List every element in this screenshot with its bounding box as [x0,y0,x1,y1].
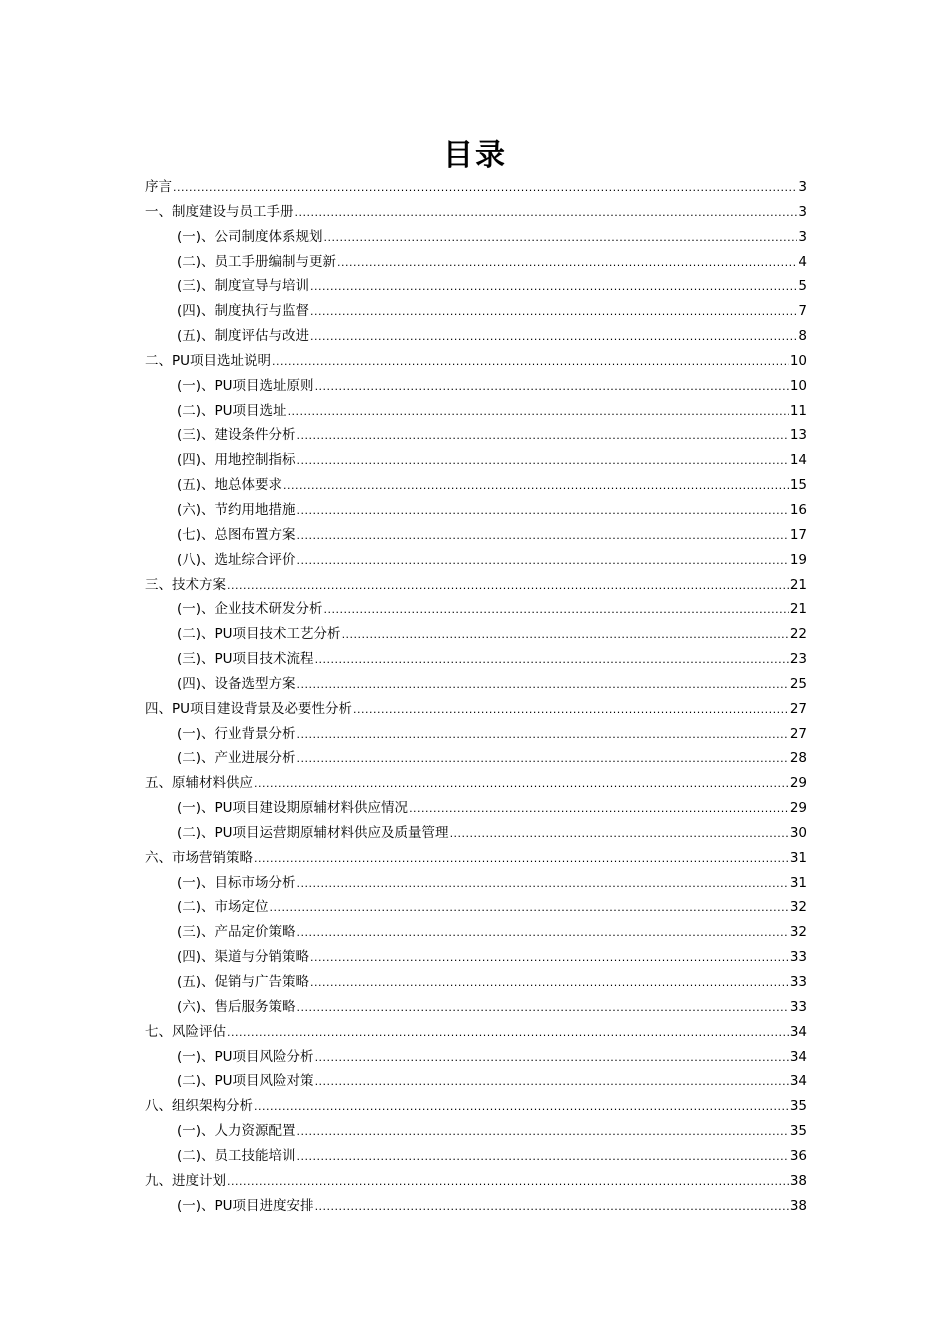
page-title: 目录 [443,138,507,173]
toc-subsection-entry[interactable] [145,622,807,647]
toc-page-number: 3 [798,203,807,220]
toc-page-number: 27 [789,700,807,717]
toc-subsection-entry[interactable] [145,423,807,448]
toc-entry-label: 八、组织架构分析 [145,1098,253,1115]
toc-subsection-entry[interactable] [145,225,807,250]
toc-dot-leader [450,822,789,847]
toc-dot-leader [315,648,789,673]
toc-page-number: 14 [789,452,807,469]
toc-dot-leader [297,921,789,946]
toc-entry-label: (一)、PU项目选址原则 [177,377,314,394]
toc-section-entry[interactable] [145,697,807,722]
toc-page-number: 32 [789,924,807,941]
toc-entry-label: 四、PU项目建设背景及必要性分析 [145,700,353,717]
toc-subsection-entry[interactable] [145,1069,807,1094]
toc-section-entry[interactable] [145,771,807,796]
toc-subsection-entry[interactable] [145,1045,807,1070]
toc-subsection-entry[interactable] [145,324,807,349]
toc-dot-leader [297,449,789,474]
toc-dot-leader [310,325,797,350]
table-of-contents [145,175,807,1218]
toc-dot-leader [315,375,789,400]
toc-page-number: 10 [789,352,807,369]
toc-entry-label: (一)、企业技术研发分析 [177,601,323,618]
toc-page-number: 21 [789,576,807,593]
toc-dot-leader [315,1195,789,1220]
toc-subsection-entry[interactable] [145,672,807,697]
toc-page-number: 7 [798,303,807,320]
toc-entry-label: 七、风险评估 [145,1023,226,1040]
toc-dot-leader [297,723,789,748]
toc-subsection-entry[interactable] [145,647,807,672]
toc-subsection-entry[interactable] [145,498,807,523]
toc-page-number: 34 [789,1073,807,1090]
toc-page-number: 36 [789,1147,807,1164]
toc-dot-leader [297,996,789,1021]
toc-entry-label: (六)、节约用地措施 [177,501,296,518]
toc-subsection-entry[interactable] [145,1194,807,1219]
toc-page-number: 21 [789,601,807,618]
toc-entry-label: (二)、产业进展分析 [177,750,296,767]
toc-subsection-entry[interactable] [145,597,807,622]
toc-dot-leader [315,1046,789,1071]
toc-entry-label: 五、原辅材料供应 [145,775,253,792]
toc-subsection-entry[interactable] [145,374,807,399]
toc-entry-label: (三)、产品定价策略 [177,924,296,941]
toc-page-number: 3 [798,228,807,245]
toc-subsection-entry[interactable] [145,548,807,573]
toc-dot-leader [297,524,789,549]
toc-dot-leader [297,1145,789,1170]
toc-page-number: 4 [798,253,807,270]
toc-dot-leader [254,847,789,872]
toc-dot-leader [227,1170,789,1195]
toc-subsection-entry[interactable] [145,871,807,896]
toc-entry-label: (三)、制度宣导与培训 [177,278,310,295]
toc-dot-leader [288,400,789,425]
toc-subsection-entry[interactable] [145,945,807,970]
toc-subsection-entry[interactable] [145,995,807,1020]
toc-dot-leader [310,946,789,971]
toc-subsection-entry[interactable] [145,250,807,275]
toc-dot-leader [310,971,789,996]
toc-section-entry[interactable] [145,1094,807,1119]
toc-subsection-entry[interactable] [145,399,807,424]
toc-entry-label: (一)、人力资源配置 [177,1123,296,1140]
toc-entry-label: (四)、制度执行与监督 [177,303,310,320]
toc-subsection-entry[interactable] [145,722,807,747]
toc-dot-leader [409,797,789,822]
toc-page-number: 3 [798,179,807,195]
toc-entry-label: (一)、目标市场分析 [177,874,296,891]
toc-dot-leader [315,1070,789,1095]
toc-dot-leader [173,176,797,201]
toc-page-number: 29 [789,800,807,817]
toc-subsection-entry[interactable] [145,746,807,771]
toc-dot-leader [297,499,789,524]
toc-dot-leader [297,1120,789,1145]
toc-subsection-entry[interactable] [145,448,807,473]
toc-page-number: 33 [789,998,807,1015]
toc-page-number: 35 [789,1098,807,1115]
toc-dot-leader [297,549,789,574]
toc-subsection-entry[interactable] [145,473,807,498]
toc-entry-label: (二)、员工技能培训 [177,1147,296,1164]
toc-entry-label: 九、进度计划 [145,1172,226,1189]
toc-entry-label: (二)、PU项目风险对策 [177,1073,314,1090]
toc-entry-label: (一)、PU项目风险分析 [177,1048,314,1065]
toc-subsection-entry[interactable] [145,274,807,299]
toc-dot-leader [272,350,789,375]
toc-dot-leader [254,772,789,797]
toc-dot-leader [227,1021,789,1046]
toc-section-entry[interactable] [145,200,807,225]
toc-entry-label: (八)、选址综合评价 [177,551,296,568]
toc-page-number: 28 [789,750,807,767]
toc-entry-label: (一)、公司制度体系规划 [177,228,323,245]
toc-dot-leader [297,424,789,449]
toc-entry-label: (四)、设备选型方案 [177,675,296,692]
toc-page-number: 27 [789,725,807,742]
toc-entry-label: (四)、渠道与分销策略 [177,949,310,966]
toc-page-number: 33 [789,974,807,990]
toc-section-entry[interactable] [145,573,807,598]
toc-entry-label: (一)、PU项目进度安排 [177,1197,314,1214]
toc-entry-label: (五)、制度评估与改进 [177,328,310,345]
toc-page-number: 17 [789,526,807,543]
toc-dot-leader [353,698,789,723]
toc-entry-label: (三)、PU项目技术流程 [177,651,314,668]
toc-entry-label: (一)、行业背景分析 [177,725,296,742]
toc-dot-leader [310,275,797,300]
toc-subsection-entry[interactable] [145,299,807,324]
toc-entry-label: 一、制度建设与员工手册 [145,203,294,220]
toc-page-number: 19 [789,551,807,568]
toc-dot-leader [324,598,789,623]
toc-page-number: 35 [789,1123,807,1140]
toc-dot-leader [297,872,789,897]
toc-page-number: 31 [789,874,807,891]
toc-subsection-entry[interactable] [145,796,807,821]
toc-page-number: 15 [789,477,807,494]
toc-page-number: 10 [789,377,807,394]
toc-dot-leader [337,251,797,276]
toc-dot-leader [297,747,789,772]
toc-section-entry[interactable] [145,846,807,871]
toc-dot-leader [297,673,789,698]
toc-dot-leader [283,474,789,499]
toc-page-number: 8 [798,328,807,345]
toc-dot-leader [270,896,789,921]
toc-page-number: 32 [789,899,807,916]
toc-subsection-entry[interactable] [145,523,807,548]
toc-page-number: 34 [789,1023,807,1040]
toc-page-number: 5 [798,278,807,295]
toc-dot-leader [254,1095,789,1120]
toc-page-number: 22 [789,626,807,643]
toc-entry-label: (一)、PU项目建设期原辅材料供应情况 [177,800,409,817]
toc-dot-leader [310,300,797,325]
toc-entry-label: (二)、PU项目选址 [177,402,287,419]
toc-dot-leader [295,201,798,226]
toc-entry-label: 六、市场营销策略 [145,849,253,866]
toc-section-entry[interactable] [145,175,807,200]
toc-subsection-entry[interactable] [145,1119,807,1144]
toc-entry-label: (五)、促销与广告策略 [177,974,310,990]
toc-entry-label: 序言 [145,179,172,195]
toc-subsection-entry[interactable] [145,895,807,920]
toc-entry-label: (二)、市场定位 [177,899,269,916]
toc-page-number: 31 [789,849,807,866]
toc-page-number: 13 [789,427,807,444]
toc-section-entry[interactable] [145,1169,807,1194]
toc-page-number: 29 [789,775,807,792]
toc-entry-label: (二)、员工手册编制与更新 [177,253,337,270]
toc-entry-label: (三)、建设条件分析 [177,427,296,444]
toc-entry-label: (六)、售后服务策略 [177,998,296,1015]
toc-dot-leader [342,623,789,648]
toc-page-number: 16 [789,501,807,518]
toc-entry-label: (二)、PU项目运营期原辅材料供应及质量管理 [177,824,449,841]
toc-page-number: 30 [789,824,807,841]
toc-page-number: 23 [789,651,807,668]
toc-subsection-entry[interactable] [145,970,807,995]
toc-subsection-entry[interactable] [145,920,807,945]
toc-entry-label: (二)、PU项目技术工艺分析 [177,626,341,643]
toc-page-number: 38 [789,1172,807,1189]
toc-subsection-entry[interactable] [145,1144,807,1169]
toc-page-number: 34 [789,1048,807,1065]
toc-section-entry[interactable] [145,1020,807,1045]
toc-page-number: 25 [789,675,807,692]
toc-entry-label: (五)、地总体要求 [177,477,283,494]
toc-entry-label: 二、PU项目选址说明 [145,352,272,369]
toc-page-number: 11 [789,402,807,419]
toc-entry-label: 三、技术方案 [145,576,226,593]
toc-page-number: 38 [789,1197,807,1214]
toc-dot-leader [324,226,798,251]
toc-subsection-entry[interactable] [145,821,807,846]
toc-dot-leader [227,574,789,599]
toc-entry-label: (七)、总图布置方案 [177,526,296,543]
toc-page-number: 33 [789,949,807,966]
toc-entry-label: (四)、用地控制指标 [177,452,296,469]
toc-section-entry[interactable] [145,349,807,374]
